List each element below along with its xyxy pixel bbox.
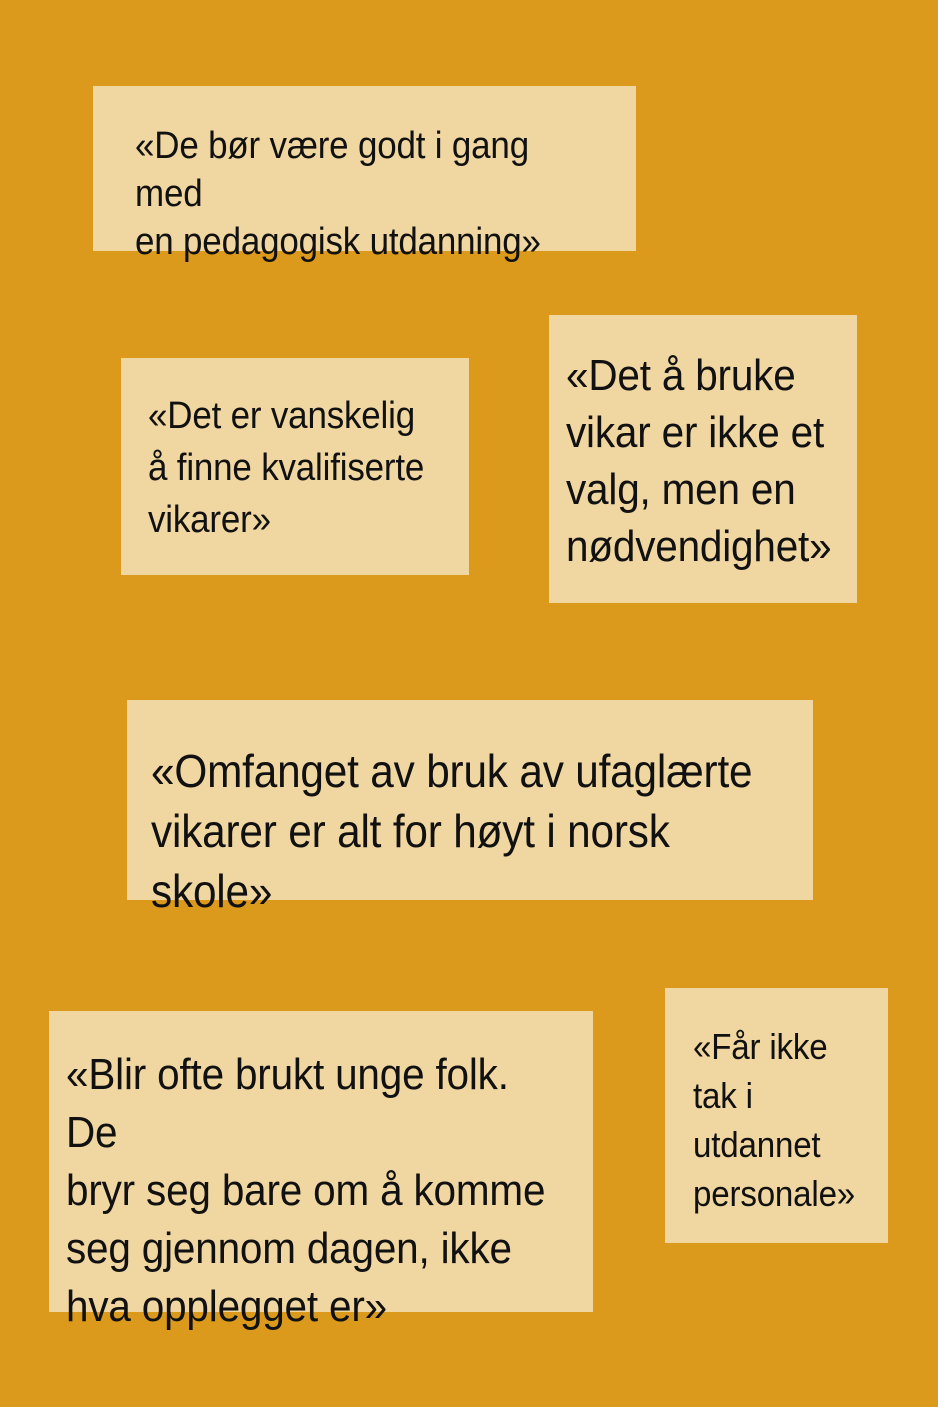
quote-card-6 [665, 988, 888, 1243]
quote-card-1 [93, 86, 636, 263]
quote-card-4 [127, 700, 813, 917]
quote-text-6: «Får ikke tak i utdannet personale» [693, 1026, 856, 1214]
quote-card-5 [49, 1011, 593, 1331]
quote-text-2: «Det er vanskelig å finne kvalifiserte vikarer» [148, 395, 425, 541]
quote-text-4: «Omfanget av bruk av ufaglærte vikarer er alt for høyt i norsk skole» [151, 745, 753, 917]
quote-text-1: «De bør være godt i gang med en pedagogisk utdanning» [135, 125, 541, 263]
quote-card-3 [549, 315, 857, 603]
quote-text-3: «Det å bruke vikar er ikke et valg, men en nødvendighet» [566, 351, 832, 571]
quote-card-2 [121, 358, 469, 575]
quote-text-5: «Blir ofte brukt unge folk. De bryr seg bare om å komme seg gjennom dagen, ikke hva opplegget er» [66, 1050, 546, 1331]
